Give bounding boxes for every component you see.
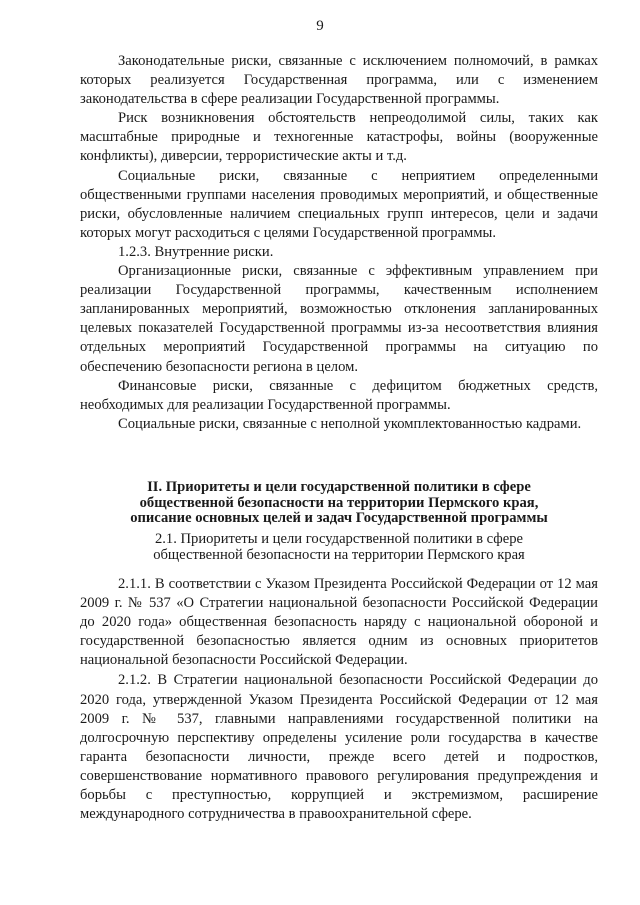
paragraph-social-public-risks: Социальные риски, связанные с неприятием определенными общественными группами населения проводимых мероприятий, и общественные риски, обусловленные наличием специальных групп интересов, цели и задачи которых могут расходиться с целями Государственной программы. — [80, 167, 598, 241]
subsection-heading-line: 2.1. Приоритеты и цели государственной политики в сфере — [154, 531, 524, 547]
page-number: 9 — [316, 18, 324, 34]
section-heading-line: описание основных целей и задач Государственной программы — [130, 510, 548, 526]
paragraph-2-1-1: 2.1.1. В соответствии с Указом Президента Российской Федерации от 12 мая 2009 г. № 537 «О Стратегии национальной безопасности Российской Федерации до 2020 года» общественная безопасность наряду с национальной обороной и государственной безопасностью является одним из основных приоритетов национальной безопасности Российской Федерации. — [80, 576, 598, 669]
body-text-bottom — [80, 575, 598, 824]
paragraph-staffing-risks: Социальные риски, связанные с неполной укомплектованностью кадрами. — [118, 415, 582, 432]
paragraph-force-majeure-risk: Риск возникновения обстоятельств непреодолимой силы, таких как масштабные природные и техногенные катастрофы, войны (вооруженные конфликты), диверсии, террористические акты и т.д. — [80, 110, 598, 165]
paragraph-legislative-risks: Законодательные риски, связанные с исключением полномочий, в рамках которых реализуется Государственная программа, или с изменением законодательства в сфере реализации Государственной программы. — [80, 53, 598, 108]
paragraph-2-1-2: 2.1.2. В Стратегии национальной безопасности Российской Федерации до 2020 года, утвержденной Указом Президента Российской Федерации от 12 мая 2009 г. № 537, главными направлениями государственной политики на долгосрочную перспективу определены усиление роли государства в качестве гаранта безопасности личности, прежде всего детей и подростков, совершенствование нормативного правового регулирования предупреждения и борьбы с преступностью, коррупцией и экстремизмом, расширение международного сотрудничества в правоохранительной сфере. — [80, 672, 598, 823]
paragraph-organizational-risks: Организационные риски, связанные с эффективным управлением при реализации Государственной программы, качественным исполнением запланированных мероприятий, возможностью отклонения запланированных целевых показателей Государственной программы из-за несоответствия влияния отдельных мероприятий Государственной программы на ситуацию по обеспечению безопасности региона в целом. — [80, 263, 598, 375]
section-heading — [80, 480, 598, 527]
body-text-top — [80, 52, 598, 434]
section-heading-line: общественной безопасности на территории Пермского края, — [139, 494, 539, 511]
section-heading-line: II. Приоритеты и цели государственной политики в сфере — [147, 479, 531, 495]
paragraph-financial-risks: Финансовые риски, связанные с дефицитом бюджетных средств, необходимых для реализации Государственной программы. — [80, 377, 598, 413]
subsection-heading-line: общественной безопасности на территории Пермского края — [153, 546, 525, 563]
paragraph-internal-risks-heading: 1.2.3. Внутренние риски. — [118, 243, 274, 260]
subsection-heading — [80, 532, 598, 563]
